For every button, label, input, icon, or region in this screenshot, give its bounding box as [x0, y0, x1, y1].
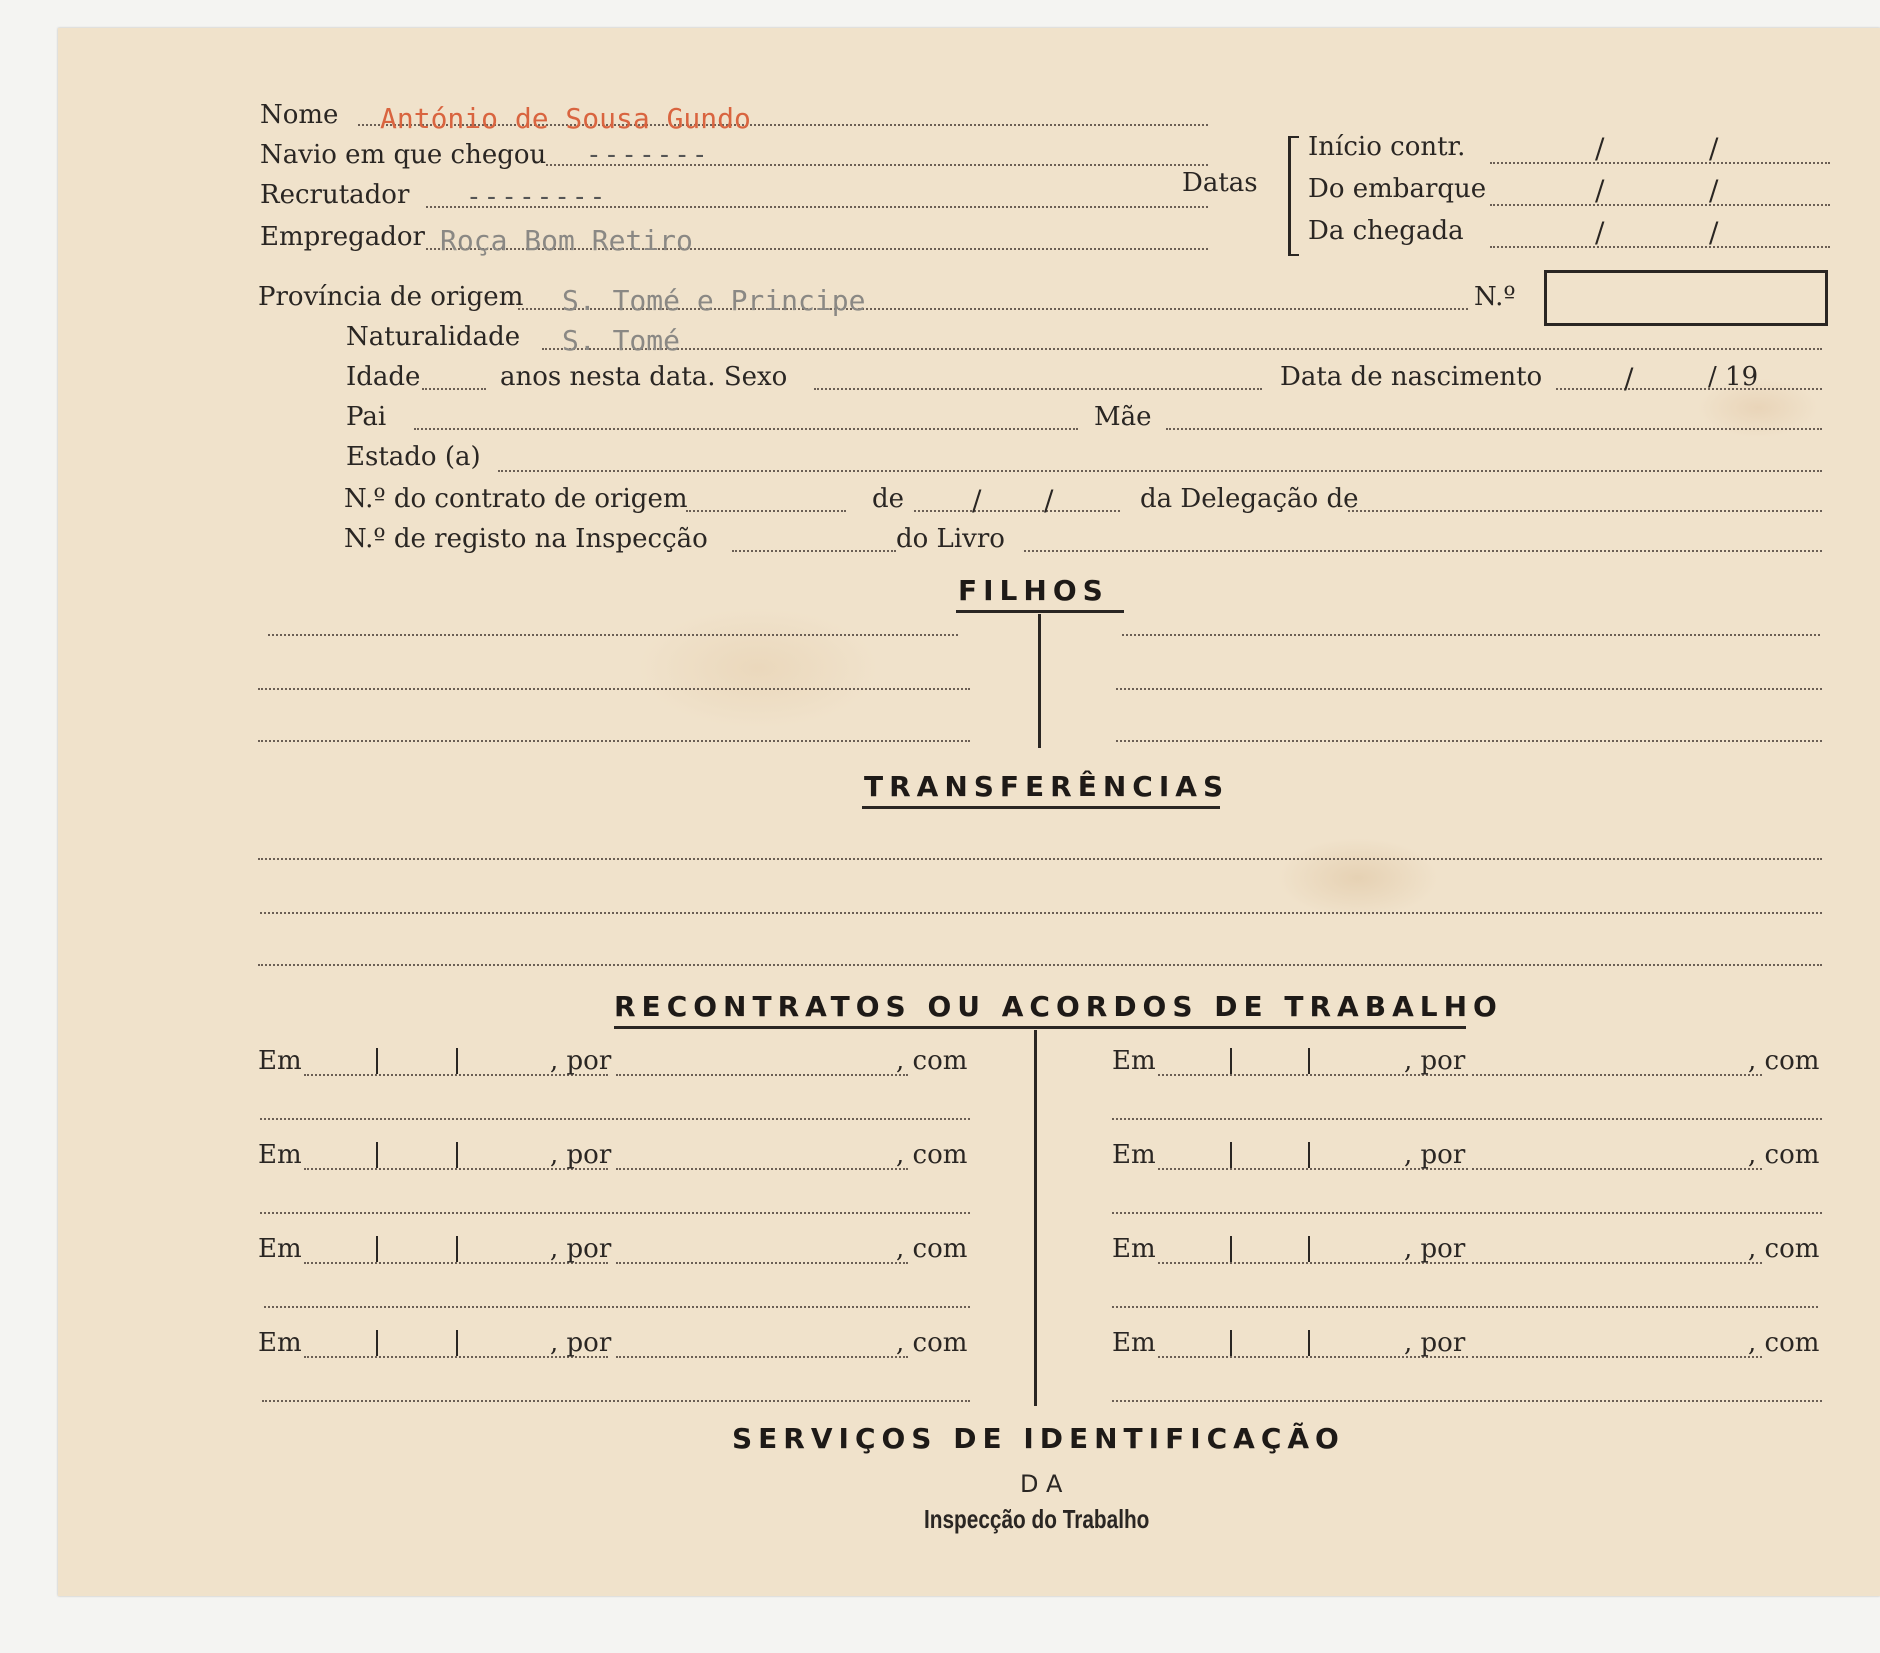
label-empregador: Empregador — [260, 222, 425, 252]
section-recontratos: RECONTRATOS OU ACORDOS DE TRABALHO — [614, 990, 1503, 1023]
label-por: , por — [550, 1234, 612, 1264]
line-com — [260, 1212, 970, 1214]
label-em: Em — [1112, 1328, 1156, 1358]
value-provincia: S. Tomé e Principe — [562, 284, 866, 317]
label-anos-sexo: anos nesta data. Sexo — [500, 362, 788, 392]
footer-inspeccao: Inspecção do Trabalho — [924, 1504, 1150, 1534]
value-naturalidade: S. Tomé — [562, 324, 681, 357]
label-ano-19: / 19 — [1708, 362, 1759, 392]
line-delegacao — [1348, 510, 1822, 512]
label-pai: Pai — [346, 402, 387, 432]
label-com: , com — [896, 1046, 968, 1076]
value-nome: António de Sousa Gundo — [380, 102, 751, 135]
label-naturalidade: Naturalidade — [346, 322, 521, 352]
filhos-line — [258, 740, 970, 742]
label-por: , por — [1404, 1234, 1466, 1264]
line-por — [1472, 1074, 1762, 1076]
line-mae — [1166, 428, 1822, 430]
label-de: de — [872, 484, 905, 514]
slash: / — [1624, 362, 1634, 395]
transferencias-line — [258, 858, 1822, 860]
label-registo: N.º de registo na Inspecção — [344, 524, 708, 554]
slash: / — [1709, 174, 1719, 207]
label-com: , com — [1748, 1046, 1820, 1076]
slash: / — [1709, 216, 1719, 249]
slash: / — [1595, 216, 1605, 249]
label-livro: do Livro — [896, 524, 1005, 554]
label-nome: Nome — [260, 100, 339, 130]
label-em: Em — [1112, 1140, 1156, 1170]
line-sexo — [814, 388, 1262, 390]
line-nascimento — [1556, 388, 1822, 390]
filhos-line — [1122, 634, 1820, 636]
date-separator — [1308, 1048, 1310, 1074]
date-separator — [376, 1048, 378, 1074]
label-mae: Mãe — [1094, 402, 1152, 432]
filhos-underline — [956, 610, 1124, 613]
label-por: , por — [1404, 1140, 1466, 1170]
date-separator — [456, 1142, 458, 1168]
footer-title: SERVIÇOS DE IDENTIFICAÇÃO — [732, 1422, 1345, 1455]
filhos-line — [1116, 688, 1822, 690]
line-idade — [422, 388, 486, 390]
slash: / — [972, 484, 982, 517]
line-por — [616, 1168, 908, 1170]
date-separator — [1308, 1236, 1310, 1262]
datas-brace — [1288, 136, 1299, 256]
filhos-divider — [1038, 614, 1041, 748]
line-por — [1472, 1356, 1762, 1358]
slash: / — [1044, 484, 1054, 517]
filhos-line — [258, 688, 970, 690]
line-embarque — [1490, 204, 1830, 206]
label-datas: Datas — [1182, 168, 1258, 198]
recontratos-underline — [614, 1026, 1466, 1029]
date-separator — [456, 1236, 458, 1262]
label-nascimento: Data de nascimento — [1280, 362, 1543, 392]
transferencias-line — [258, 964, 1822, 966]
label-navio: Navio em que chegou — [260, 140, 547, 170]
line-por — [616, 1356, 908, 1358]
label-com: , com — [1748, 1234, 1820, 1264]
transferencias-line — [260, 912, 1822, 914]
date-separator — [1230, 1142, 1232, 1168]
slash: / — [1709, 132, 1719, 165]
line-por — [1472, 1168, 1762, 1170]
label-por: , por — [550, 1046, 612, 1076]
label-estado: Estado (a) — [346, 442, 481, 472]
label-em: Em — [258, 1328, 302, 1358]
transferencias-underline — [862, 806, 1220, 809]
date-separator — [456, 1330, 458, 1356]
label-chegada: Da chegada — [1308, 216, 1464, 246]
slash: / — [1595, 132, 1605, 165]
section-filhos: FILHOS — [958, 574, 1109, 607]
slash: / — [1595, 174, 1605, 207]
label-idade: Idade — [346, 362, 421, 392]
line-por — [616, 1074, 908, 1076]
label-com: , com — [896, 1140, 968, 1170]
line-chegada — [1490, 246, 1830, 248]
value-navio: ------- — [586, 140, 710, 170]
footer-da: DA — [1020, 1470, 1071, 1498]
value-recrutador: -------- — [466, 182, 608, 212]
line-com — [1112, 1212, 1822, 1214]
label-delegacao: da Delegação de — [1140, 484, 1359, 514]
date-separator — [376, 1236, 378, 1262]
line-com — [262, 1400, 970, 1402]
date-separator — [1308, 1142, 1310, 1168]
line-pai — [414, 428, 1078, 430]
line-naturalidade — [542, 348, 1822, 350]
line-estado — [498, 470, 1822, 472]
section-transferencias: TRANSFERÊNCIAS — [864, 770, 1230, 803]
line-registo — [732, 550, 896, 552]
numero-box — [1544, 270, 1828, 326]
label-em: Em — [1112, 1046, 1156, 1076]
label-por: , por — [550, 1140, 612, 1170]
label-por: , por — [1404, 1328, 1466, 1358]
date-separator — [1230, 1236, 1232, 1262]
line-com — [264, 1306, 970, 1308]
label-com: , com — [896, 1328, 968, 1358]
line-com — [1112, 1400, 1822, 1402]
label-em: Em — [1112, 1234, 1156, 1264]
date-separator — [376, 1330, 378, 1356]
line-com — [1112, 1306, 1818, 1308]
filhos-line — [268, 634, 958, 636]
recontratos-divider — [1034, 1030, 1037, 1406]
label-numero: N.º — [1474, 282, 1516, 312]
label-provincia: Província de origem — [258, 282, 524, 312]
line-com — [260, 1118, 970, 1120]
label-por: , por — [1404, 1046, 1466, 1076]
label-embarque: Do embarque — [1308, 174, 1487, 204]
date-separator — [456, 1048, 458, 1074]
label-inicio: Início contr. — [1308, 132, 1466, 162]
filhos-line — [1116, 740, 1822, 742]
line-inicio — [1490, 162, 1830, 164]
date-separator — [1230, 1048, 1232, 1074]
line-por — [1472, 1262, 1762, 1264]
date-separator — [1308, 1330, 1310, 1356]
label-por: , por — [550, 1328, 612, 1358]
line-contrato-data — [914, 510, 1120, 512]
label-com: , com — [896, 1234, 968, 1264]
label-contrato: N.º do contrato de origem — [344, 484, 688, 514]
label-em: Em — [258, 1140, 302, 1170]
line-contrato — [686, 510, 846, 512]
identification-card — [58, 28, 1880, 1596]
label-com: , com — [1748, 1328, 1820, 1358]
date-separator — [376, 1142, 378, 1168]
label-em: Em — [258, 1046, 302, 1076]
label-recrutador: Recrutador — [260, 180, 410, 210]
label-com: , com — [1748, 1140, 1820, 1170]
value-empregador: Roça Bom Retiro — [440, 224, 693, 257]
line-com — [1112, 1118, 1822, 1120]
label-em: Em — [258, 1234, 302, 1264]
line-livro — [1024, 550, 1822, 552]
date-separator — [1230, 1330, 1232, 1356]
line-por — [616, 1262, 908, 1264]
